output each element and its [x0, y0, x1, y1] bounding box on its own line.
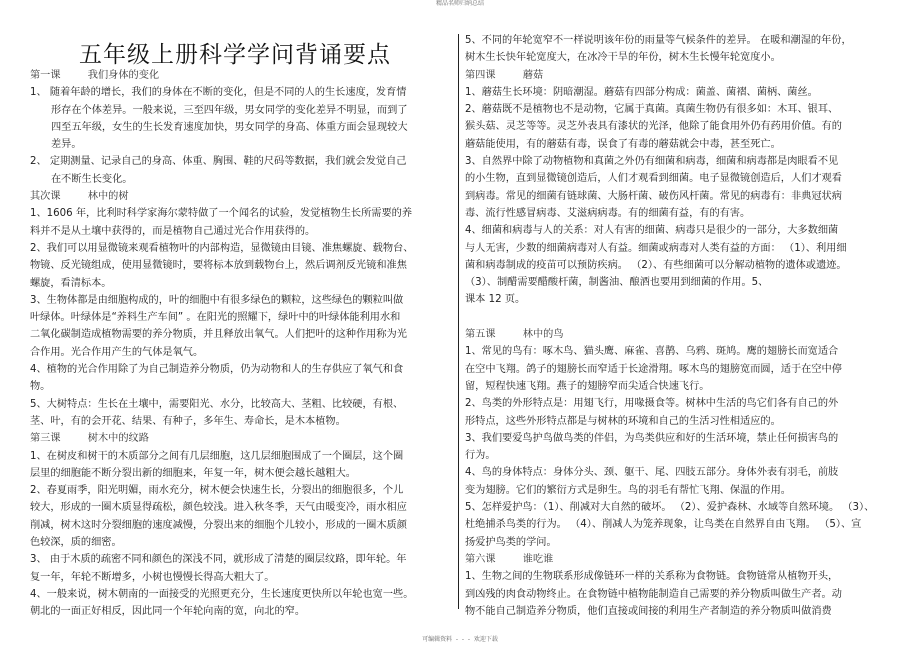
text-line: 色较深，质的细密。	[30, 537, 122, 549]
text-line: 物不能自己制造养分物质，他们直接或间接的利用生产者制造的养分物质叫做消费	[465, 605, 832, 617]
text-line: 到病毒。常见的细菌有链球菌、大肠杆菌、破伤风杆菌。常见的病毒有：非典冠状病	[465, 190, 842, 202]
text-line: 1、蘑菇生长环境：阴暗潮湿。蘑菇有四部分构成：菌盖、菌褶、菌柄、菌丝。	[465, 86, 818, 98]
lesson-heading: 第三课 树木中的纹路	[30, 433, 149, 445]
text-line: 叶绿体。叶绿体是“养料生产车间” 。在阳光的照耀下，绿叶中的叶绿体能利用水和	[30, 312, 401, 324]
text-line: 4、细菌和病毒与人的关系：对人有害的细菌、病毒只是很少的一部分，大多数细菌	[465, 225, 839, 237]
text-line: 5、大树特点：生长在土壤中，需要阳光、水分，比较高大、茎粗、比较硬，有根、	[30, 398, 404, 410]
lesson-heading: 第一课 我们身体的变化	[30, 70, 160, 81]
text-line: 扬爱护鸟类的学问。	[465, 536, 557, 548]
text-line: 5、不同的年轮宽窄不一样说明该年份的雨量等气候条件的差异。 在暖和潮湿的年份，	[465, 35, 852, 46]
text-line: 四至五年级，女生的生长发育速度加快，男女同学的身高、体重方面会显现较大	[51, 121, 408, 133]
text-line: 层里的细胞能不断分裂出新的细胞来，年复一年，树木便会越长越粗大。	[30, 467, 356, 479]
text-line: 2、鸟类的外形特点是：用翅飞行，用喙摄食等。树林中生活的鸟它们各有自己的外	[465, 398, 839, 410]
left-column	[30, 67, 450, 621]
text-line: 合作用。光合作用产生的气体是氧气。	[30, 346, 204, 358]
text-line	[465, 309, 910, 326]
lesson-heading: 第四课 蘑菇	[465, 69, 544, 81]
text-line: 1、常见的鸟有：啄木鸟、猫头鹰、麻雀、喜鹊、乌鸦、斑鸠。鹰的翅膀长而宽适合	[465, 346, 839, 358]
text-line: 5、怎样爱护鸟：（1）、削减对大自然的破坏。 （2）、爱护森林、水域等自然环境。 （3）、	[465, 502, 875, 514]
text-line: 物镜、反光镜组成，使用显微镜时，要将标本放到载物台上，然后调剂反光镜和准焦	[30, 260, 407, 272]
page-footer-note: 可编辑资料 - - - 欢迎下载	[422, 636, 498, 643]
text-line: 2、 定期测量、记录自己的身高、体重、胸围、鞋的尺码等数据，我们就会发觉自己	[30, 156, 407, 168]
page-title: 五年级上册科学学问背诵要点	[79, 42, 391, 68]
text-line: 3、自然界中除了动物植物和真菌之外仍有细菌和病毒，细菌和病毒都是肉眼看不见	[465, 156, 839, 168]
right-column	[465, 32, 910, 620]
text-line: 3、 由于木质的疏密不同和颜色的深浅不同，就形成了清楚的圈层纹路，即年轮。年	[30, 554, 407, 566]
text-line: 毒、流行性感冒病毒、艾滋病病毒。有的细菌有益，有的有害。	[465, 207, 751, 219]
text-line: 在空中飞翔。鸽子的翅膀长而窄适于长途滑翔。啄木鸟的翅膀宽而圆，适于在空中停	[465, 363, 842, 375]
text-line: 形特点，这些外形特点都是与树林的环境和自己的生活习性相适应的。	[465, 415, 781, 427]
text-line: 课本 12 页。	[465, 294, 526, 306]
text-line: 4、鸟的身体特点：身体分头、颈、躯干、尾、四肢五部分。身体外表有羽毛，前肢	[465, 467, 839, 479]
lesson-heading: 第五课 林中的鸟	[465, 329, 564, 341]
text-line: 树木生长快年轮宽度大，在冰冷干旱的年份，树木生长慢年轮宽度小。	[465, 52, 781, 64]
text-line: 4、一般来说，树木朝南的一面接受的光照更充分，生长速度更快所以年轮也宽一些。	[30, 588, 414, 600]
text-line: 在不断生长变化。	[51, 173, 133, 185]
text-line: 留，短程快速飞翔。燕子的翅膀窄而尖适合快速飞行。	[465, 380, 710, 392]
text-line: 茎、叶，有的会开花、结果、有种子，多年生、寿命长，是木本植物。	[30, 415, 346, 427]
text-line: 1、 随着年龄的增长，我们的身体在不断的变化，但是不同的人的生长速度，发育情	[30, 87, 407, 99]
text-line: 朝北的一面正好相反，因此同一个年轮向南的宽，向北的窄。	[30, 606, 306, 618]
text-line: 螺旋，看清标本。	[30, 277, 112, 289]
text-line: 1、生物之间的生物联系形成像链环一样的关系称为食物链。食物链常从植物开头，	[465, 571, 839, 583]
text-line: 猴头菇、灵芝等等。灵芝外表具有漆状的光泽，他除了能食用外仍有药用价值。有的	[465, 121, 842, 133]
text-line: 3、我们要爱鸟护鸟做鸟类的伴侣，为鸟类供应和好的生活环境，禁止任何损害鸟的	[465, 432, 839, 444]
text-line: 2、春夏雨季，阳光明媚，雨水充分，树木便会快速生长，分裂出的细胞很多，个儿	[30, 485, 404, 497]
text-line: 的小生物，直到显微镜创造后，人们才观看到细菌。电子显微镜创造后，人们才观看	[465, 173, 842, 185]
text-line: 较大，形成的一圈木质显得疏松，颜色较浅。进入秋冬季，天气由暖变冷，雨水相应	[30, 502, 407, 514]
text-line: 行为。	[465, 450, 496, 462]
text-line: 杜绝捕杀鸟类的行为。 （4）、削减人为笼养现象，让鸟类在自然界自由飞翔。 （5）、宣	[465, 519, 862, 531]
text-line: 差异。	[51, 139, 82, 151]
text-line: 变为翅膀。它们的繁衍方式是卵生。鸟的羽毛有帮忙飞翔、保温的作用。	[465, 484, 791, 496]
text-line: 1、在树皮和树干的木质部分之间有几层细胞，这几层细胞围成了一个圈层，这个圈	[30, 450, 404, 462]
page-header-note: 精品名师归纳总结	[435, 0, 484, 7]
lesson-heading: 第六课 谁吃谁	[465, 553, 554, 565]
text-line: 料并不是从土壤中获得的，而是植物自己通过光合作用获得的。	[30, 225, 316, 237]
text-line: 形存在个体差异。一般来说，三至四年级，男女同学的变化差异不明显，而到了	[51, 104, 408, 116]
text-line: 2、蘑菇既不是植物也不是动物，它属于真菌。真菌生物仍有很多如：木耳、银耳、	[465, 104, 839, 116]
text-line: （3）、制醋需要醋酸杆菌，制酱油、酿酒也要用到细菌的作用。5、	[465, 277, 769, 289]
text-line: 1、1606 年，比利时科学家海尔蒙特做了一个闻名的试验，发觉植物生长所需要的养	[30, 208, 413, 220]
text-line: 复一年，年轮不断增多，小树也慢慢长得高大粗大了。	[30, 571, 275, 583]
text-line: 2、我们可以用显微镜来观看植物叶的内部构造，显微镜由目镜、准焦螺旋、载物台、	[30, 242, 414, 254]
text-line: 蘑菇能使用，有的蘑菇有毒，误食了有毒的蘑菇就会中毒，甚至死亡。	[465, 138, 781, 150]
text-line: 3、生物体都是由细胞构成的，叶的细胞中有很多绿色的颗粒，这些绿色的颗粒叫做	[30, 294, 404, 306]
text-line: 二氧化碳制造成植物需要的养分物质，并且释放出氧气。人们把叶的这种作用称为光	[30, 329, 407, 341]
text-line: 到凶残的肉食动物终止。在食物链中植物能制造自己需要的养分物质叫做生产者。动	[465, 588, 842, 600]
column-divider	[458, 34, 459, 609]
text-line: 物。	[30, 381, 51, 393]
text-line: 菌和病毒制成的疫苗可以预防疾病。 （2）、有些细菌可以分解动植物的遗体或遗迹。	[465, 259, 847, 271]
text-line: 4、植物的光合作用除了为自己制造养分物质，仍为动物和人的生存供应了氧气和食	[30, 364, 404, 376]
text-line: 削减，树木这时分裂细胞的速度减慢，分裂出来的细胞个儿较小，形成的一圈木质颜	[30, 519, 407, 531]
lesson-heading: 其次课 林中的树	[30, 191, 129, 203]
text-line: 与人无害，少数的细菌病毒对人有益。细菌或病毒对人类有益的方面： （1）、利用细	[465, 242, 847, 254]
